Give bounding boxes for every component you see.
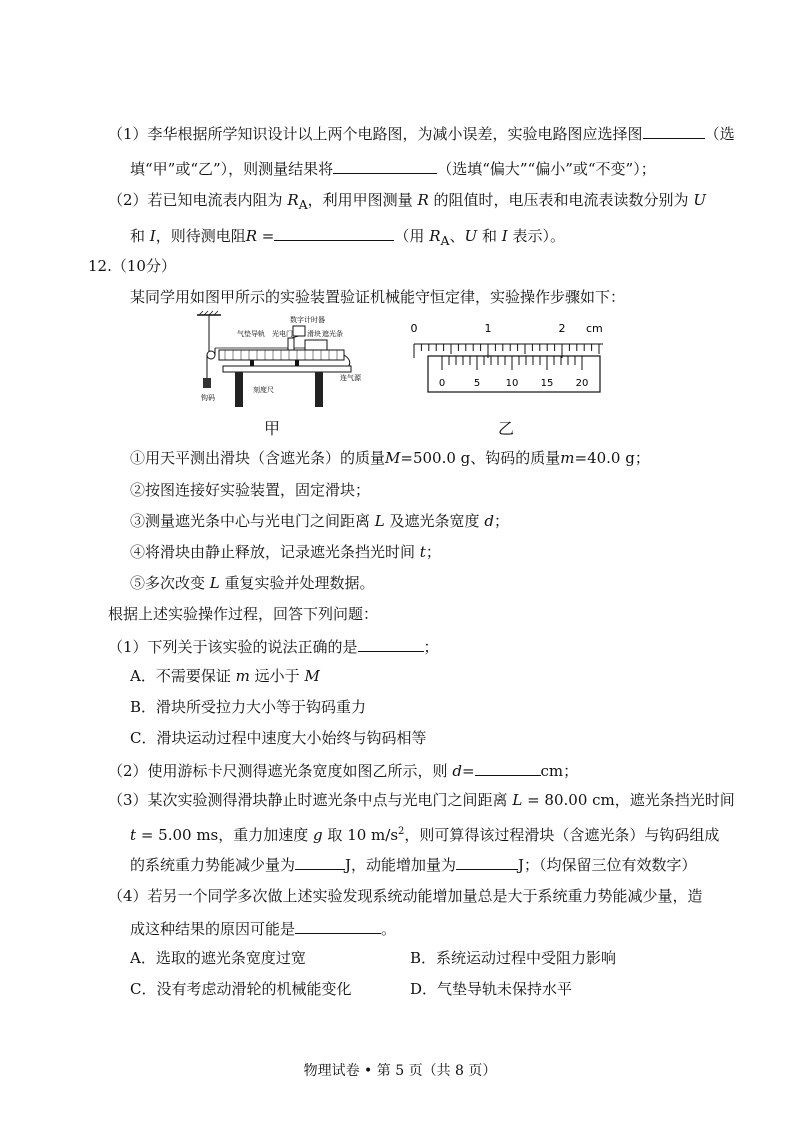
figure-b-vernier — [398, 316, 610, 396]
step-2: ②按图连接好实验装置，固定滑块； — [130, 481, 371, 499]
label-gate: 光电门 — [272, 330, 293, 338]
option-a: A．不需要保证 m 远小于 M — [130, 667, 320, 685]
option-4b: B．系统运动过程中受阻力影响 — [410, 949, 617, 967]
label-rail: 气垫导轨 — [237, 330, 265, 338]
answer-blank[interactable] — [295, 853, 345, 870]
vernier-label-20: 20 — [575, 378, 589, 389]
option-4d: D．气垫导轨未保持水平 — [410, 980, 573, 998]
answer-blank[interactable] — [358, 635, 424, 652]
option-c: C．滑块运动过程中速度大小始终与钩码相等 — [130, 729, 427, 747]
label-hook: 钩码 — [201, 394, 215, 402]
step-1: ①用天平测出滑块（含遮光条）的质量M=500.0 g、钩码的质量m=40.0 g； — [130, 449, 650, 467]
answer-blank[interactable] — [274, 224, 394, 241]
q11-sub2-line1: （2）若已知电流表内阻为 $R_A$，利用甲图测量 R 的阻值时，电压表和电流表读数分别为 U — [108, 191, 706, 212]
q12-sub3-line1: （3）某次实验测得滑块静止时遮光条中点与光电门之间距离 L = 80.00 cm，遮光条挡光时间 — [108, 791, 735, 809]
q11-sub1-line1: （1）李华根据所学知识设计以上两个电路图，为减小误差，实验电路图应选择图 （选 — [108, 122, 735, 144]
vernier-label-5: 5 — [473, 378, 481, 389]
answer-blank[interactable] — [295, 917, 381, 934]
page-footer: 物理试卷 • 第 5 页（共 8 页） — [303, 1063, 497, 1079]
answer-blank[interactable] — [333, 157, 437, 174]
option-b: B．滑块所受拉力大小等于钩码重力 — [130, 698, 367, 716]
vernier-label-15: 15 — [540, 378, 554, 389]
q12-header: 12.（10分） — [88, 257, 176, 275]
q12-sub3-line2: t = 5.00 ms，重力加速度 g 取 10 $m/s^2$，则可算得该过程滑块（含遮光条）与钩码组成 — [130, 826, 720, 844]
q12-sub2: （2）使用游标卡尺测得遮光条宽度如图乙所示，则 d= cm； — [108, 759, 578, 781]
main-label-1: 1 — [484, 322, 492, 335]
figure-a-caption: 甲 — [264, 419, 281, 438]
q12-sub4-line2: 成这种结果的原因可能是 。 — [130, 917, 396, 939]
vernier-label-0: 0 — [438, 378, 446, 389]
hook-weight-icon — [203, 378, 211, 388]
q12-sub1: （1）下列关于该实验的说法正确的是 ； — [108, 635, 439, 657]
lead-text: 根据上述实验操作过程，回答下列问题： — [108, 605, 379, 623]
main-unit: cm — [586, 322, 603, 335]
q12-sub3-line3: 的系统重力势能减少量为 J，动能增加量为 J；（均保留三位有效数字） — [130, 853, 697, 875]
step-4: ④将滑块由静止释放，记录遮光条挡光时间 t； — [130, 543, 441, 561]
label-slider: 滑块 — [307, 330, 321, 338]
label-shade: 遮光条 — [322, 330, 343, 338]
option-4a: A．选取的遮光条宽度过宽 — [130, 949, 306, 967]
q12-intro: 某同学用如图甲所示的实验装置验证机械能守恒定律，实验操作步骤如下： — [130, 288, 626, 306]
step-3: ③测量遮光条中心与光电门之间距离 L 及遮光条宽度 d； — [130, 512, 509, 530]
step-5: ⑤多次改变 L 重复实验并处理数据。 — [130, 574, 375, 592]
label-ruler: 刻度尺 — [253, 386, 274, 394]
answer-blank[interactable] — [643, 122, 705, 139]
figure-a-apparatus — [195, 310, 365, 410]
label-timer: 数字计时器 — [290, 316, 325, 324]
main-label-2: 2 — [558, 322, 566, 335]
figure-b-caption: 乙 — [498, 419, 515, 438]
q11-sub1-line2: 填“甲”或“乙”），则测量结果将 （选填“偏大”“偏小”或“不变”）； — [130, 157, 656, 179]
q12-sub4-line1: （4）若另一个同学多次做上述实验发现系统动能增加量总是大于系统重力势能减少量，造 — [108, 887, 703, 905]
option-4c: C．没有考虑动滑轮的机械能变化 — [130, 980, 352, 998]
q11-sub2-line2: 和 I，则待测电阻R = （用 $R_A$、U 和 I 表示）。 — [130, 224, 565, 251]
label-air: 连气源 — [340, 374, 361, 382]
main-label-0: 0 — [410, 322, 418, 335]
answer-blank[interactable] — [475, 759, 541, 776]
vernier-label-10: 10 — [505, 378, 519, 389]
answer-blank[interactable] — [456, 853, 518, 870]
